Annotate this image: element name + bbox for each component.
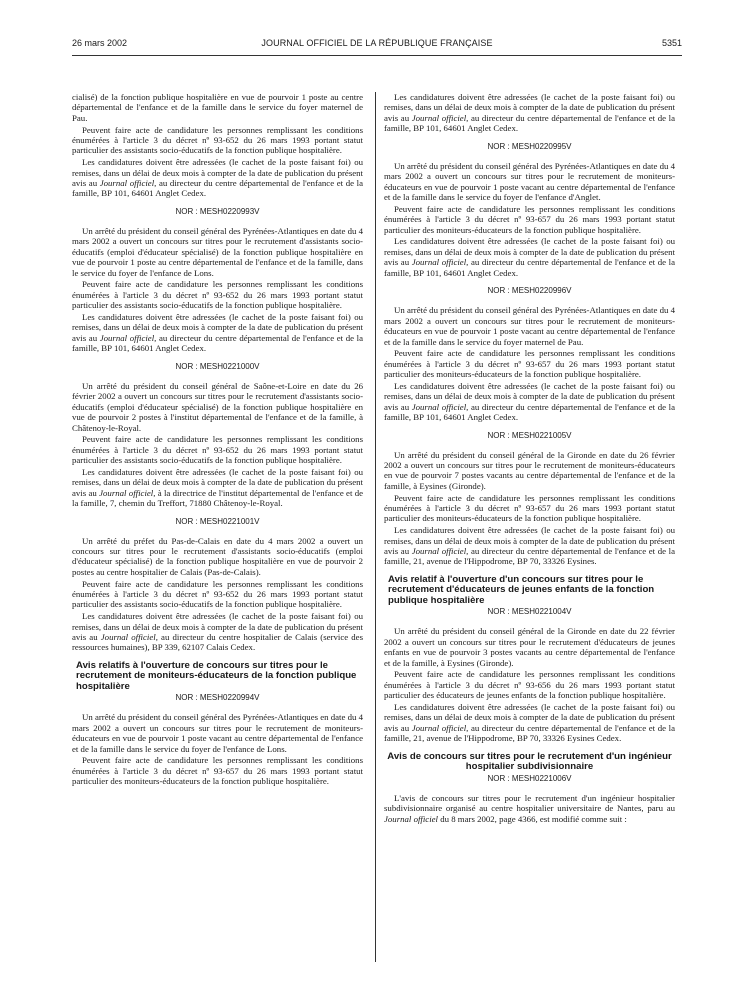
journal-title: Journal officiel bbox=[411, 401, 467, 412]
column-divider bbox=[375, 92, 376, 962]
paragraph: Les candidatures doivent être adressées (le cachet de la poste faisant foi) ou remises, dans un délai de deux mois à compter de la date de publication du présent avis au Journal officiel, au directeur du centre hospitalier de Calais (service des ressources humaines), BP 339, 62107 Calais Cedex. bbox=[72, 611, 363, 653]
section-heading: Avis relatifs à l'ouverture de concours sur titres pour le recrutement de moniteurs-éducateurs de la fonction publique hospitalière bbox=[76, 659, 357, 692]
paragraph: Les candidatures doivent être adressées (le cachet de la poste faisant foi) ou remises, dans un délai de deux mois à compter de la date de publication du présent avis au Journal officiel, au directeur du centre départemental de l'enfance et de la famille, BP 101, 64601 Anglet Cedex. bbox=[384, 236, 675, 278]
paragraph: Un arrêté du président du conseil général des Pyrénées-Atlantiques en date du 4 mars 2002 a ouvert un concours sur titres pour le recrutement de moniteurs-éducateurs en vue de pourvoir 1 poste vacant au centre départemental de l'enfance et de la famille dans le service du foyer maternel de Pau. bbox=[384, 305, 675, 347]
paragraph: Peuvent faire acte de candidature les personnes remplissant les conditions énumérées à l'article 3 du décret nº 93-657 du 26 mars 1993 portant statut particulier des moniteurs-éducateurs de la fonction publique hospitalière. bbox=[384, 348, 675, 380]
paragraph: Les candidatures doivent être adressées (le cachet de la poste faisant foi) ou remises, dans un délai de deux mois à compter de la date de publication du présent avis au Journal officiel, au directeur du centre départemental de l'enfance et de la famille, BP 101, 64601 Anglet Cedex. bbox=[384, 92, 675, 134]
journal-title: Journal officiel bbox=[411, 257, 467, 268]
paragraph: Les candidatures doivent être adressées (le cachet de la poste faisant foi) ou remises, dans un délai de deux mois à compter de la date de publication du présent avis au Journal officiel, à la directrice de l'institut départemental de l'enfance et de la famille, 7, chemin du Treffort, 71880 Châtenoy-le-Royal. bbox=[72, 466, 364, 509]
paragraph: L'avis de concours sur titres pour le recrutement d'un ingénieur hospitalier subdivisionnaire organisé au centre hospitalier universitaire de Nantes, paru au Journal officiel du 8 mars 2002, page 4366, est modifié comme suit : bbox=[384, 792, 675, 824]
left-column bbox=[72, 92, 363, 787]
right-column bbox=[384, 92, 675, 824]
page-header bbox=[72, 38, 682, 52]
paragraph: Peuvent faire acte de candidature les personnes remplissant les conditions énumérées à l'article 3 du décret nº 93-652 du 26 mars 1993 portant statut particulier des assistants socio-éducatifs de la fonction publique hospitalière. bbox=[72, 434, 363, 466]
journal-title: Journal officiel bbox=[411, 722, 467, 733]
section-heading: Avis relatif à l'ouverture d'un concours sur titres pour le recrutement d'éducateurs de jeunes enfants de la fonction publique hospitalière bbox=[388, 573, 655, 606]
journal-title: Journal officiel bbox=[99, 487, 154, 498]
paragraph: Peuvent faire acte de candidature les personnes remplissant les conditions énumérées à l'article 3 du décret nº 93-657 du 26 mars 1993 portant statut particulier des moniteurs-éducateurs de la fonction publique hospitalière. bbox=[384, 203, 675, 235]
paragraph: Les candidatures doivent être adressées (le cachet de la poste faisant foi) ou remises, dans un délai de deux mois à compter de la date de publication du présent avis au Journal officiel, au directeur du centre départemental de l'enfance et de la famille, BP 101, 64601 Anglet Cedex. bbox=[72, 311, 363, 354]
nor-reference: NOR : MESH0220994V bbox=[175, 693, 260, 703]
nor-reference: NOR : MESH0221000V bbox=[175, 361, 260, 371]
nor-reference: NOR : MESH0220996V bbox=[487, 286, 572, 296]
paragraph: Peuvent faire acte de candidature les personnes remplissant les conditions énumérées à l'article 3 du décret nº 93-652 du 26 mars 1993 portant statut particulier des assistants socio-éducatifs de la fonction publique hospitalière. bbox=[72, 279, 363, 311]
paragraph: Les candidatures doivent être adressées (le cachet de la poste faisant foi) ou remises, dans un délai de deux mois à compter de la date de publication du présent avis au Journal officiel, au directeur du centre départemental de l'enfance et de la famille, BP 101, 64601 Anglet Cedex. bbox=[384, 380, 675, 423]
paragraph: Un arrêté du président du conseil général des Pyrénées-Atlantiques en date du 4 mars 2002 a ouvert un concours sur titres pour le recrutement d'assistants socio-éducatifs (emploi d'éducateur spécialisé) de la fonction publique hospitalière en vue de pourvoir 1 poste au centre départemental de l'enfance et de la famille, dans le service du foyer de l'enfance de Lons. bbox=[72, 225, 363, 278]
nor-reference: NOR : MESH0221005V bbox=[487, 430, 572, 440]
journal-title: Journal officiel bbox=[411, 112, 467, 123]
paragraph: Un arrêté du président du conseil général de la Gironde en date du 26 février 2002 a ouvert un concours sur titres pour le recrutement de moniteurs-éducateurs en vue de pourvoir 7 postes vacants au centre départemental de l'enfance et de la famille, à Eysines (Gironde). bbox=[384, 449, 675, 491]
paragraph: Un arrêté du préfet du Pas-de-Calais en date du 4 mars 2002 a ouvert un concours sur titres pour le recrutement d'assistants socio-éducatifs (emploi d'éducateur spécialisé) de la fonction publique hospitalière en vue de pourvoir 2 postes au centre hospitalier de Calais (Pas-de-Calais). bbox=[72, 535, 363, 577]
paragraph: Peuvent faire acte de candidature les personnes remplissant les conditions énumérées à l'article 3 du décret nº 93-657 du 26 mars 1993 portant statut particulier des moniteurs-éducateurs de la fonction publique hospitalière. bbox=[72, 755, 363, 787]
header-date: 26 mars 2002 bbox=[72, 38, 128, 48]
paragraph: Peuvent faire acte de candidature les personnes remplissant les conditions énumérées à l'article 3 du décret nº 93-656 du 26 mars 1993 portant statut particulier des éducateurs de jeunes enfants de la fonction publique hospitalière. bbox=[384, 669, 675, 701]
nor-reference: NOR : MESH0220995V bbox=[487, 141, 572, 151]
page-number: 5351 bbox=[661, 38, 682, 48]
journal-title: Journal officiel bbox=[99, 178, 155, 188]
journal-title: Journal officiel bbox=[100, 631, 156, 642]
paragraph: Les candidatures doivent être adressées (le cachet de la poste faisant foi) ou remises, dans un délai de deux mois à compter de la date de publication du présent avis au Journal officiel, au directeur du centre départemental de l'enfance et de la famille, 21, avenue de l'Hippodrome, BP 70, 33326 Eysines Cedex. bbox=[384, 701, 675, 744]
journal-title: Journal officiel bbox=[411, 545, 467, 556]
paragraph: Un arrêté du président du conseil général des Pyrénées-Atlantiques en date du 4 mars 2002 a ouvert un concours sur titres pour le recrutement de moniteurs-éducateurs en vue de pourvoir 1 poste vacant au centre départemental de l'enfance et de la famille dans le service du foyer de l'enfance d'Anglet. bbox=[384, 160, 675, 203]
header-title: JOURNAL OFFICIEL DE LA RÉPUBLIQUE FRANÇAISE bbox=[261, 38, 493, 48]
nor-reference: NOR : MESH0220993V bbox=[175, 206, 260, 216]
paragraph: Les candidatures doivent être adressées (le cachet de la poste faisant foi) ou remises, dans un délai de deux mois à compter de la date de publication du présent avis au Journal officiel, au directeur du centre départemental de l'enfance et de la famille, BP 101, 64601 Anglet Cedex. bbox=[72, 157, 363, 199]
header-rule bbox=[72, 55, 682, 56]
journal-title: Journal officiel bbox=[99, 332, 155, 343]
paragraph: Peuvent faire acte de candidature les personnes remplissant les conditions énumérées à l'article 3 du décret nº 93-652 du 26 mars 1993 portant statut particulier des assistants socio-éducatifs de la fonction publique hospitalière. bbox=[72, 124, 363, 156]
paragraph: cialisé) de la fonction publique hospitalière en vue de pourvoir 1 poste au centre départemental de l'enfance et de la famille dans le service du foyer maternel de Pau. bbox=[72, 92, 363, 123]
nor-reference: NOR : MESH0221004V bbox=[487, 607, 572, 617]
nor-reference: NOR : MESH0221001V bbox=[175, 516, 260, 526]
paragraph: Un arrêté du président du conseil général des Pyrénées-Atlantiques en date du 4 mars 2002 a ouvert un concours sur titres pour le recrutement de moniteurs-éducateurs en vue de pourvoir 1 poste vacant au centre départemental de l'enfance et de la famille dans le service du foyer de l'enfance de Lons. bbox=[72, 712, 363, 754]
paragraph: Peuvent faire acte de candidature les personnes remplissant les conditions énumérées à l'article 3 du décret nº 93-657 du 26 mars 1993 portant statut particulier des moniteurs-éducateurs de la fonction publique hospitalière. bbox=[384, 492, 675, 524]
paragraph: Un arrêté du président du conseil général de Saône-et-Loire en date du 26 février 2002 a ouvert un concours sur titres pour le recrutement d'assistants socio-éducatifs (emploi d'éducateur spécialisé) de la fonction publique hospitalière en vue de pourvoir 2 postes à l'institut départemental de l'enfance et de la famille, à Châtenoy-le-Royal. bbox=[72, 380, 363, 433]
journal-title: Journal officiel bbox=[384, 813, 438, 824]
paragraph: Un arrêté du président du conseil général de la Gironde en date du 22 février 2002 a ouvert un concours sur titres pour le recrutement d'éducateurs de jeunes enfants en vue de pourvoir 3 postes vacants au centre départemental de l'enfance et de la famille, à Eysines (Gironde). bbox=[384, 626, 675, 668]
paragraph: Peuvent faire acte de candidature les personnes remplissant les conditions énumérées à l'article 3 du décret nº 93-652 du 26 mars 1993 portant statut particulier des assistants socio-éducatifs de la fonction publique hospitalière. bbox=[72, 578, 363, 610]
section-heading: Avis de concours sur titres pour le recrutement d'un ingénieur hospitalier subdivisionnaire bbox=[387, 750, 672, 773]
paragraph: Les candidatures doivent être adressées (le cachet de la poste faisant foi) ou remises, dans un délai de deux mois à compter de la date de publication du présent avis au Journal officiel, au directeur du centre départemental de l'enfance et de la famille, 21, avenue de l'Hippodrome, BP 70, 33326 Eysines. bbox=[384, 525, 675, 567]
nor-reference: NOR : MESH0221006V bbox=[487, 773, 572, 783]
